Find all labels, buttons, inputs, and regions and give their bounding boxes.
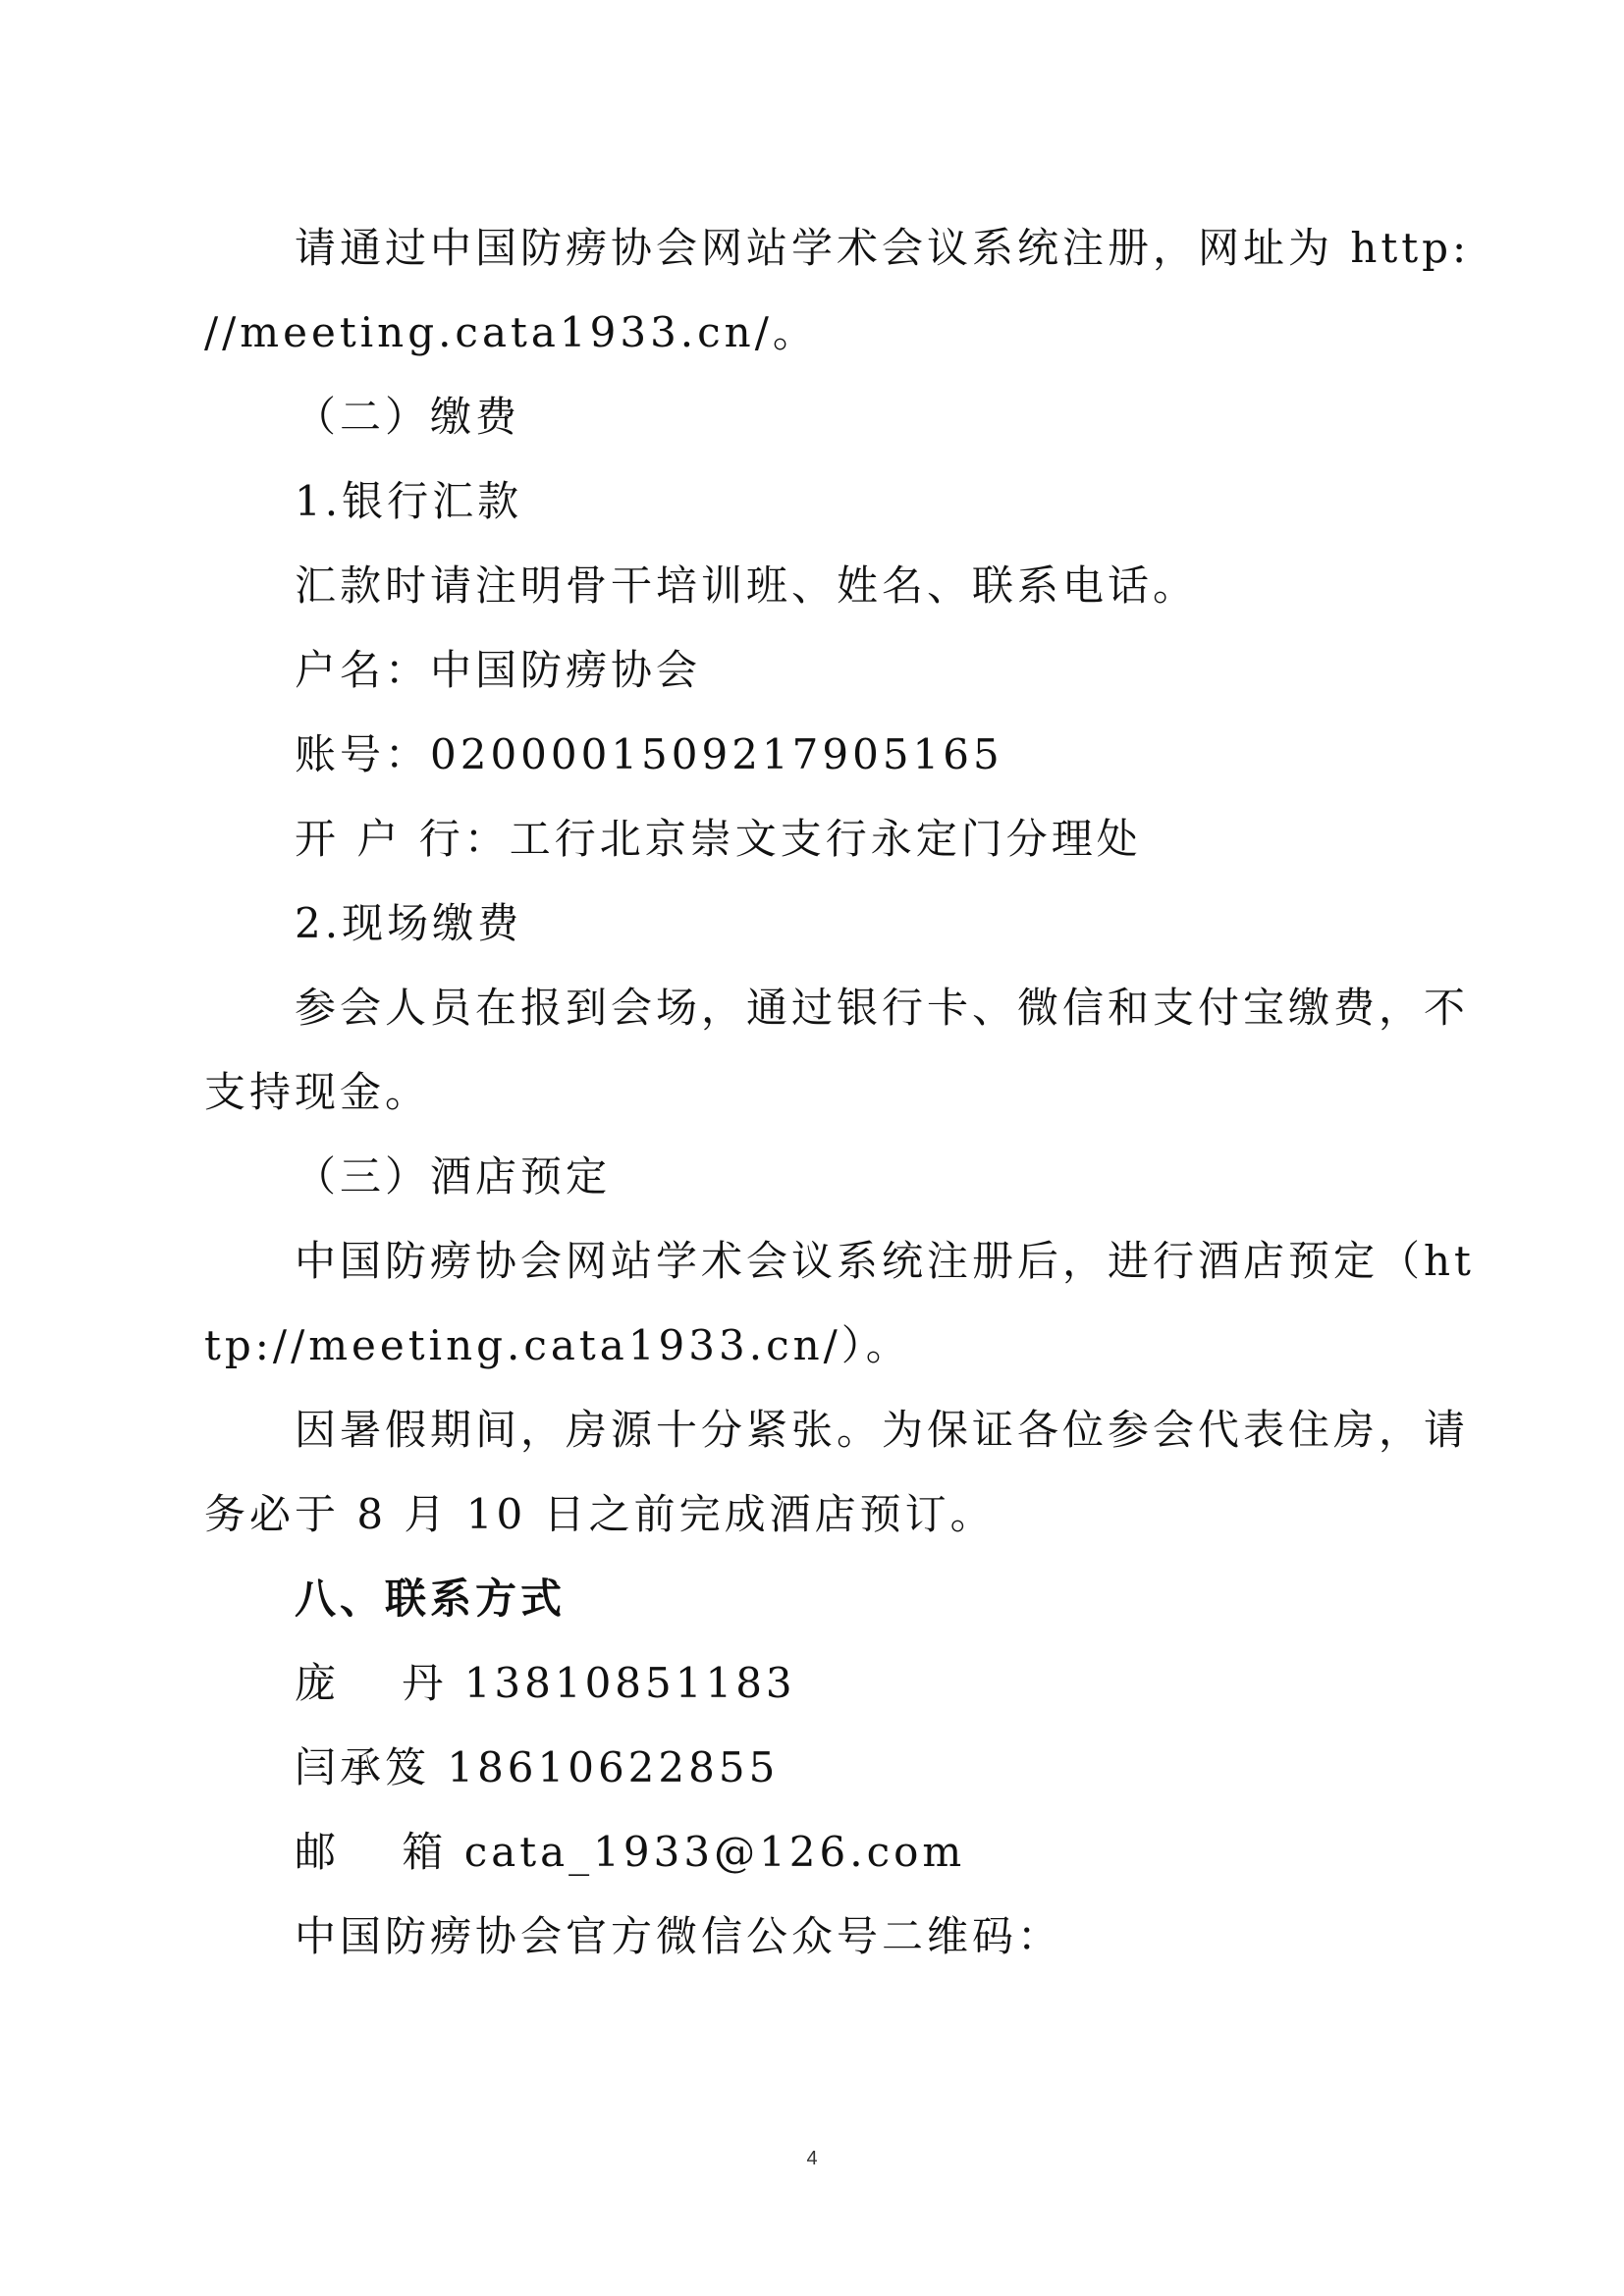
section-heading-contact: 八、联系方式 bbox=[295, 1575, 567, 1623]
paragraph-housing-line2: 务必于 8 月 10 日之前完成酒店预订。 bbox=[204, 1490, 996, 1538]
paragraph-housing-line1: 因暑假期间，房源十分紧张。为保证各位参会代表住房，请 bbox=[295, 1406, 1470, 1454]
page-number: 4 bbox=[806, 2148, 818, 2169]
contact-yan-chengji: 闫承笈 18610622855 bbox=[295, 1743, 780, 1791]
paragraph-onsite-line2: 支持现金。 bbox=[204, 1068, 431, 1116]
bank-branch: 开 户 行：工行北京崇文支行永定门分理处 bbox=[295, 815, 1142, 863]
paragraph-hotel-line1: 中国防痨协会网站学术会议系统注册后，进行酒店预定（ht bbox=[295, 1237, 1475, 1285]
paragraph-hotel-line2: tp://meeting.cata1933.cn/）。 bbox=[204, 1321, 911, 1369]
paragraph-registration-line2: //meeting.cata1933.cn/。 bbox=[204, 308, 818, 356]
section-heading-hotel: （三）酒店预定 bbox=[295, 1152, 612, 1201]
contact-email: 邮 箱 cata_1933@126.com bbox=[295, 1828, 966, 1876]
paragraph-registration-line1: 请通过中国防痨协会网站学术会议系统注册，网址为 http: bbox=[295, 224, 1471, 272]
subheading-bank-transfer: 1.银行汇款 bbox=[295, 477, 523, 525]
wechat-qr-caption: 中国防痨协会官方微信公众号二维码： bbox=[295, 1912, 1063, 1960]
account-name: 户名：中国防痨协会 bbox=[295, 646, 702, 694]
contact-pang-dan: 庞 丹 13810851183 bbox=[295, 1659, 796, 1707]
section-heading-payment: （二）缴费 bbox=[295, 393, 521, 441]
page-body bbox=[204, 206, 1475, 1979]
paragraph-transfer-note: 汇款时请注明骨干培训班、姓名、联系电话。 bbox=[295, 561, 1199, 610]
paragraph-onsite-line1: 参会人员在报到会场，通过银行卡、微信和支付宝缴费，不 bbox=[295, 984, 1470, 1032]
account-number: 账号：0200001509217905165 bbox=[295, 730, 1003, 778]
subheading-onsite-payment: 2.现场缴费 bbox=[295, 899, 523, 947]
